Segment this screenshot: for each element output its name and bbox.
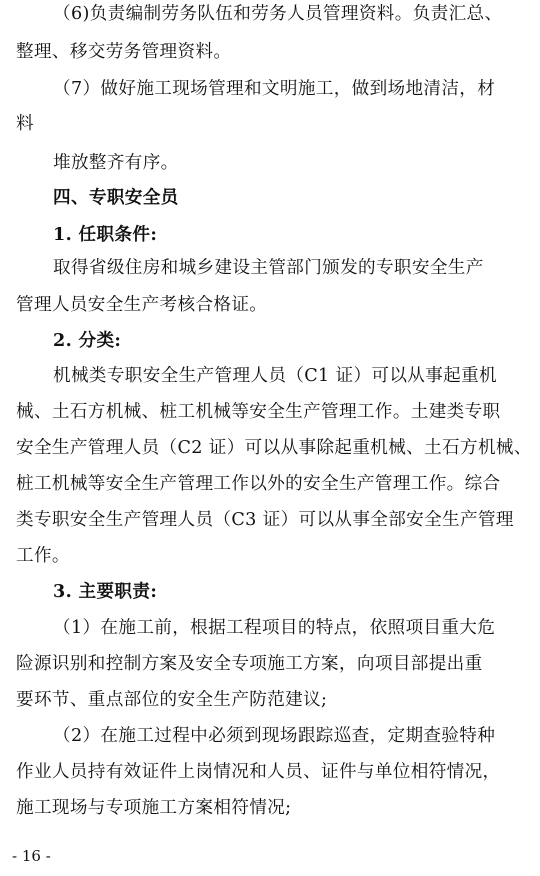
paragraph-line: （2）在施工过程中必须到现场跟踪巡查，定期查验特种	[53, 726, 496, 746]
subsection-heading: 3. 主要职责:	[53, 581, 158, 602]
paragraph-line: 管理人员安全生产考核合格证。	[16, 295, 268, 315]
paragraph-line: 险源识别和控制方案及安全专项施工方案，向项目部提出重	[16, 654, 483, 674]
paragraph-line: 要环节、重点部位的安全生产防范建议;	[16, 690, 328, 710]
page-number: - 16 -	[12, 847, 51, 865]
paragraph-line: 类专职安全生产管理人员（C3 证）可以从事全部安全生产管理	[16, 510, 514, 530]
subsection-heading: 1. 任职条件:	[53, 224, 158, 245]
paragraph-line: 料	[16, 114, 34, 134]
paragraph-line: 作业人员持有效证件上岗情况和人员、证件与单位相符情况，	[16, 762, 501, 782]
paragraph-line: 整理、移交劳务管理资料。	[16, 42, 232, 62]
paragraph-line: 械、土石方机械、桩工机械等安全生产管理工作。土建类专职	[16, 402, 501, 422]
paragraph-line: 堆放整齐有序。	[53, 153, 179, 173]
paragraph-line: 取得省级住房和城乡建设主管部门颁发的专职安全生产	[53, 258, 484, 278]
paragraph-line: 桩工机械等安全生产管理工作以外的安全生产管理工作。综合	[16, 474, 501, 494]
paragraph-line: （6)负责编制劳务队伍和劳务人员管理资料。负责汇总、	[53, 4, 503, 24]
paragraph-line: （7）做好施工现场管理和文明施工，做到场地清洁，材	[53, 79, 496, 99]
subsection-heading: 2. 分类:	[53, 330, 122, 351]
paragraph-line: （1）在施工前，根据工程项目的特点，依照项目重大危	[53, 618, 496, 638]
paragraph-line: 施工现场与专项施工方案相符情况;	[16, 798, 292, 818]
paragraph-line: 安全生产管理人员（C2 证）可以从事除起重机械、土石方机械、	[16, 438, 532, 458]
paragraph-line: 工作。	[16, 546, 70, 566]
paragraph-line: 机械类专职安全生产管理人员（C1 证）可以从事起重机	[53, 366, 498, 386]
section-heading: 四、专职安全员	[53, 187, 179, 208]
